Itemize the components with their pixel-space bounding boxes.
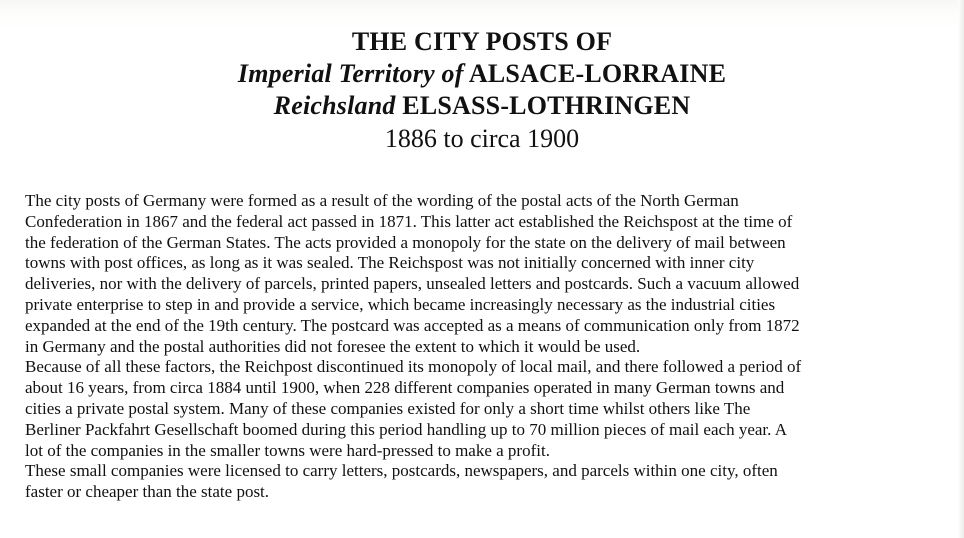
heading-line-3-italic: Reichsland [273,91,396,120]
text-line: in Germany and the postal authorities did not foresee the extent to which it would be used. [25,336,641,356]
text-line: These small companies were licensed to carry letters, postcards, newspapers, and parcels within one city, often [25,461,778,481]
text-line: Berliner Packfahrt Gesellschaft boomed during this period handling up to 70 million pieces of mail each year. A [25,419,787,439]
text-line: the federation of the German States. The acts provided a monopoly for the state on the delivery of mail between [25,232,786,252]
heading-line-2-bold: ALSACE-LORRAINE [468,59,727,88]
text-line: Confederation in 1867 and the federal act passed in 1871. This latter act established the Reichspost at the time of [25,211,793,231]
text-line: lot of the companies in the smaller towns were hard-pressed to make a profit. [25,440,550,460]
heading-title: THE CITY POSTS OF [351,27,613,56]
heading-line-1 [0,26,964,58]
heading-line-2 [0,58,964,90]
text-line: towns with post offices, as long as it was sealed. The Reichspost was not initially concerned with inner city [25,253,755,273]
text-line: about 16 years, from circa 1884 until 1900, when 228 different companies operated in many German towns and [25,378,785,398]
document-heading [0,26,964,155]
heading-dates: 1886 to circa 1900 [384,124,580,153]
text-line: private enterprise to step in and provide a service, which became increasingly necessary as the industrial cities [25,294,776,314]
paragraph [25,461,950,503]
paragraph [25,357,950,461]
text-line: cities a private postal system. Many of these companies existed for only a short time whilst others like The [25,398,751,418]
heading-line-2-italic: Imperial Territory of [237,59,464,88]
body-text [25,191,950,503]
text-line: deliveries, nor with the delivery of parcels, printed papers, unsealed letters and postcards. Such a vacuum allowed [25,274,800,294]
text-line: expanded at the end of the 19th century. The postcard was accepted as a means of communication only from 1872 [25,315,800,335]
text-line: faster or cheaper than the state post. [25,482,270,502]
text-line: The city posts of Germany were formed as a result of the wording of the postal acts of the North German [25,191,739,210]
heading-line-3 [0,90,964,122]
heading-line-3-bold: ELSASS-LOTHRINGEN [402,91,691,120]
paragraph [25,191,950,357]
text-line: Because of all these factors, the Reichpost discontinued its monopoly of local mail, and there followed a period of [25,357,802,377]
